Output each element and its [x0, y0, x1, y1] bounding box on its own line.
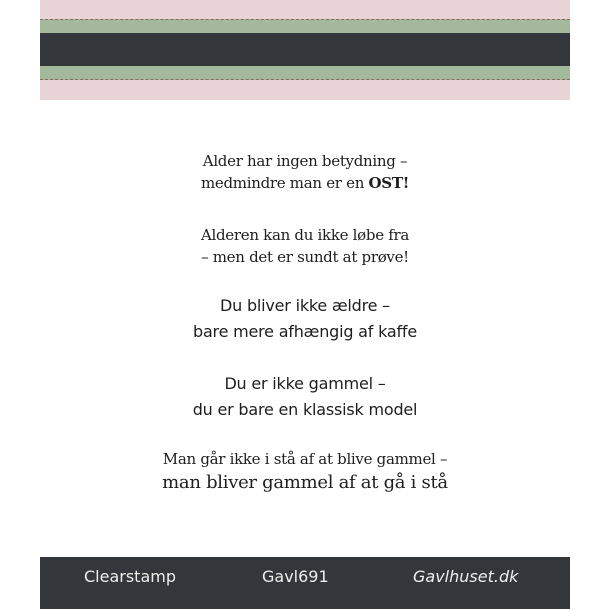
quote-1 — [0, 150, 610, 194]
quote-line: man bliver gammel af at gå i stå — [162, 472, 448, 493]
header-green-band-bottom — [40, 66, 570, 80]
quote-5 — [0, 448, 610, 496]
quote-emphasis: OST! — [368, 174, 409, 192]
quote-3 — [0, 293, 610, 345]
product-type: Clearstamp — [84, 567, 176, 586]
quote-line: Du er ikke gammel – — [224, 374, 386, 393]
quote-line: – men det er sundt at prøve! — [201, 248, 409, 266]
footer-bar — [40, 557, 570, 609]
quote-line: du er bare en klassisk model — [192, 400, 418, 419]
product-code: Gavl691 — [262, 567, 329, 586]
quote-4 — [0, 371, 610, 423]
header-dark-band — [40, 33, 570, 66]
quote-line: Du bliver ikke ældre – — [220, 296, 390, 315]
quote-line: bare mere afhængig af kaffe — [193, 322, 417, 341]
header-pink-band-bottom — [40, 80, 570, 100]
header-green-band-top — [40, 19, 570, 33]
quote-2 — [0, 224, 610, 268]
website-link: Gavlhuset.dk — [413, 567, 519, 586]
quote-line: Alder har ingen betydning – — [202, 152, 408, 170]
quote-line: Man går ikke i stå af at blive gammel – — [162, 450, 448, 468]
quote-line: Alderen kan du ikke løbe fra — [200, 226, 410, 244]
quote-line — [0, 172, 610, 194]
quote-text: medmindre man er en — [201, 174, 369, 192]
header-pink-band-top — [40, 0, 570, 19]
